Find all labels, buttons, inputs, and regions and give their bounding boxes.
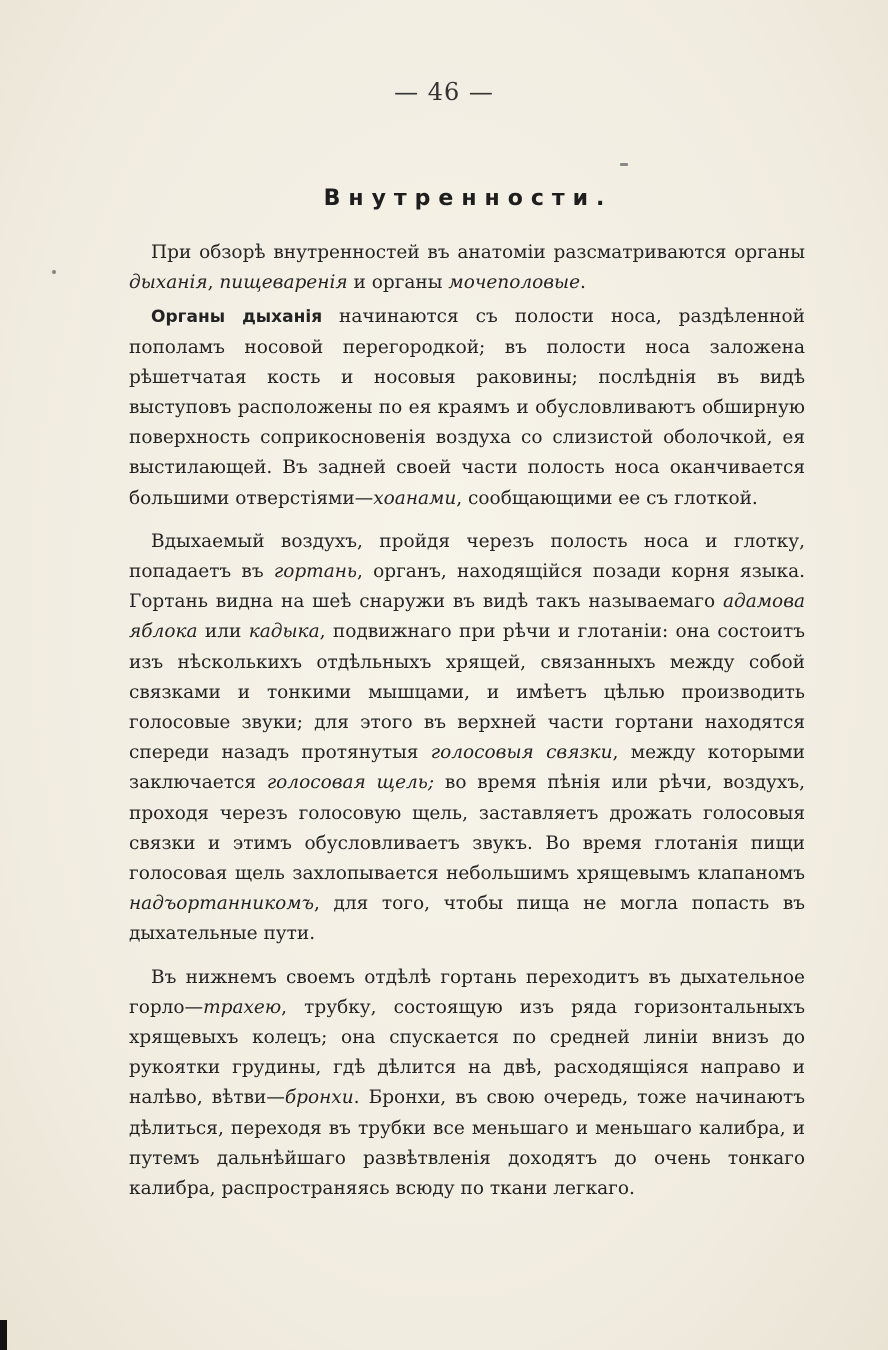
binding-edge-mark (0, 1320, 7, 1350)
print-speck (620, 163, 628, 166)
text-run: , сообщающими ее съ глоткой. (456, 487, 758, 509)
text-run: , между которыми заключается (129, 742, 805, 794)
text-run: Въ нижнемъ своемъ отдѣлѣ гортань переходитъ въ дыхательное горло— (129, 966, 805, 1018)
italic-term: голосовыя связки (430, 742, 613, 764)
text-run: . Бронхи, въ свою очередь, тоже начинаютъ дѣлиться, переходя въ трубки все меньшаго и меньшаго калибра, и путемъ дальнѣйшаго развѣтвленія доходятъ до очень тонкаго калибра, распространяясь всюду по ткани легкаго. (129, 1087, 805, 1200)
italic-term: мочеполовые (448, 272, 581, 294)
bold-term: Органы дыханія (151, 307, 323, 328)
text-run: и органы (347, 272, 449, 294)
italic-term: голосовая щель; (266, 772, 435, 794)
paragraph (129, 238, 805, 298)
text-run: , для того, чтобы пища не могла попасть въ дыхательные пути. (129, 893, 805, 945)
text-run: начинаются съ полости носа, раздѣленной пополамъ носовой перегородкой; въ полости носа заложена рѣшетчатая кость и носовыя раковины; послѣднія въ видѣ выступовъ расположены по ея краямъ и обусловливаютъ обширную поверхность соприкосновенія воздуха со слизистой оболочкой, ея выстилающей. Въ задней своей части полость носа оканчивается большими отверстіями— (129, 306, 805, 509)
italic-term: кадыка (248, 621, 320, 643)
italic-term: адамова яблока (129, 591, 805, 643)
page-number: — 46 — (394, 78, 494, 106)
paragraph (129, 302, 805, 513)
text-run: Вдыхаемый воздухъ, пройдя черезъ полость носа и глотку, попадаетъ въ (129, 530, 805, 583)
body-text (129, 238, 805, 1217)
italic-term: бронхи (284, 1087, 354, 1109)
italic-term: надъортанникомъ (129, 893, 314, 915)
print-speck (52, 270, 56, 274)
text-run: или (197, 621, 249, 643)
text-run: , трубку, состоящую изъ ряда горизонтальныхъ хрящевыхъ колецъ; она спускается по средней линіи внизъ до рукоятки грудины, гдѣ дѣлится на двѣ, расходящіяся направо и налѣво, вѣтви— (129, 996, 805, 1109)
text-run: . (580, 272, 586, 294)
text-run: во время пѣнія или рѣчи, воздухъ, проходя черезъ голосовую щель, заставляетъ дрожать голосовыя связки и этимъ обусловливаетъ звукъ. Во время глотанія пищи голосовая щель захлопывается небольшимъ хрящевымъ клапаномъ (129, 772, 805, 885)
italic-term: трахею (203, 996, 282, 1018)
italic-term: хоанами (373, 487, 457, 509)
italic-term: дыханія (129, 272, 208, 294)
italic-term: гортань (273, 561, 358, 583)
text-run: , (207, 272, 220, 294)
text-run: , подвижнаго при рѣчи и глотаніи: она состоитъ изъ нѣсколькихъ отдѣльныхъ хрящей, связанныхъ между собой связками и тонкими мышцами, и имѣетъ цѣлью производить голосовые звуки; для этого въ верхней части гортани находятся спереди назадъ протянутыя (129, 621, 805, 764)
italic-term: пищеваренія (219, 272, 348, 294)
paragraph (129, 963, 805, 1205)
section-heading: Внутренности. (323, 186, 613, 211)
text-run: , органъ, находящійся позади корня языка. Гортань видна на шеѣ снаружи въ видѣ такъ называемаго (129, 561, 805, 613)
text-run: При обзорѣ внутренностей въ анатоміи разсматриваются органы (151, 242, 805, 263)
paragraph (129, 527, 805, 950)
